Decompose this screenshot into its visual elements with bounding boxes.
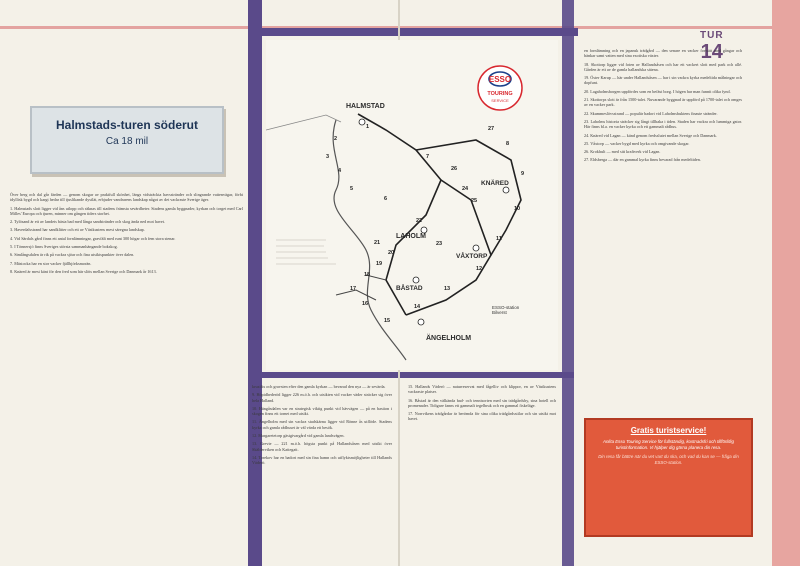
route-marker: 14 [414,304,421,310]
route-marker: 7 [426,154,430,160]
route-marker: 21 [374,240,381,246]
paragraph: 9. Höpidhederöd ligger 226 m.ö.h. och utsikten vid vacker väder sträcker sig över hela Halland. [252,392,392,403]
paragraph: 18. Skottorp ligger vid foten av Hallandsåsen och har ett vackert slott med park och allé. Gården är ett av de gamla hallandska sätena. [584,61,742,72]
esso-brand: ESSO [488,75,512,84]
map-legend [492,305,519,315]
route-marker: 20 [388,250,395,256]
esso-line2: SERVICE [491,98,509,103]
map-frame-top [248,28,578,36]
route-marker: 13 [444,286,451,292]
gratis-heading: Gratis turistservice! [630,426,707,435]
paragraph: 4. Vid Särdals gård finns ett antal fornlämningar, gravfält med runt 300 högar och fem stora stenar. [10,235,176,241]
tour-label: TUR [700,30,724,41]
paragraph: 17. Norrvikens trädgårdar är berömda för sina olika trädgårdsstilar och sin utsikt mot havet. [408,411,556,422]
esso-logo [476,64,524,112]
paragraph: 7. Mästocka har en stor vacker fjällbjörksmorän. [10,260,92,266]
paragraph: 22. Skummeslövsstrand — populär badort vid Laholmsbuktens finaste stränder. [584,110,718,116]
route-marker: 16 [362,301,369,307]
paragraph: 16. Båstad är den välkända bad- och tennisorten med sin trädgårdsby, sina hotell och promenader. Tidigare fanns ett gammalt tegelbruk och en gammal fiskeläge. [408,397,556,408]
route-marker: 8 [506,141,510,147]
paragraph: 15. Hallands Väderö — naturreservat med fågelliv och klippor, en av Västkustens vackraste platser. [408,384,556,395]
route-marker: 6 [384,196,388,202]
paragraph: 27. Eldsberga — där en gammal kyrka finns bevarad från medeltiden. [584,157,701,163]
distance-label: Ca 18 mil [105,136,149,147]
route-marker: 24 [462,186,469,192]
route-marker: 25 [471,198,478,204]
paragraph: 24. Knäred vid Lagan — känd genom fredsslutet mellan Sverige och Danmark. [584,132,717,138]
paragraph: 25. Våxtorp — vacker bygd med kyrka och omgivande skogar. [584,140,690,146]
paragraph: 6. Simlångsdalen är rik på vackra sjöar och fina utsiktspunkter över dalen. [10,252,135,258]
gratis-service-box [584,418,753,537]
gratis-footer: Din resa får bättre när du vet vart du ska, och vad du kan se — fråga din ESSO-station. [598,454,739,465]
route-marker: 18 [364,272,371,278]
paragraph: en fornlämning och en japansk trädgård — den senare en vacker fortsätt med gångar och bänkar samt vatten med sina exotiska växter. [584,48,742,59]
route-marker: 10 [514,206,521,212]
top-band [0,0,800,29]
route-marker: 17 [350,286,357,292]
route-marker: 26 [451,166,458,172]
paragraph: Över berg och dal går färden — genom skogar av praktfull skönhet, längs vidsträckta havsstränder och slingrande vattenvägar, förbi idyllisk bygd och kargt hedar till tjuslikande dystlät, erbjuder vandrarens landskap något av det vackraste Sverige äger. [10,192,243,203]
route-marker: 12 [476,266,483,272]
paragraph: 10. Hängåsdalen var en strategisk viktig punkt vid hävvägen — på en bastion i skogen finns ett tornet med utsikt. [252,405,392,417]
tour-number: 14 [700,41,723,63]
paragraph: 21. Skottorps slott är från 1500-talet. Nuvarande byggnad är uppförd på 1700-talet och omges av en vacker park. [584,97,742,108]
legend-line: Bilverst [492,310,507,315]
paragraph: 8. Knäred är mest känt för den fred som här slöts mellan Sverige och Danmark år 1613. [10,268,157,274]
paragraph: 12. Margaretetorp gästgivargård vid gamla landsvägen. [252,433,345,439]
route-marker: 19 [376,261,383,267]
paragraph: 19. Öster Karup — här under Hallandsåsen — har i sin vackra kyrka medeltida målningar och dopfunt. [584,75,742,86]
route-marker: 15 [384,318,391,324]
paragraph: 2. Tylösand är ett av landets bästa bad med långa sandstränder och skog ända ned mot havet. [10,219,165,225]
place-label: KNÄRED [481,180,509,187]
paragraph: 14. Torekov har en badort med sin fina hamn och utflyktsmöjligheter till Hallands Väderö. [252,454,392,466]
paragraph: kruzifix och gravsten efter den gamla kyrkan — bevarad den nya — är sevärda. [252,384,386,389]
paragraph: 26. Krokhult — med sitt kraftverk vid Lagan. [584,149,661,155]
route-marker: 11 [496,236,502,242]
paragraph: 20. Lagaholmsborgen uppfördes som en befäst borg. I högen har man funnit olika fynd. [584,88,731,94]
route-marker: 2 [334,136,338,142]
paragraph: 13. Grevie — 221 m.ö.h. högsta punkt på Hallandsåsen med utsikt över Skälderviken och Kattegatt. [252,441,392,452]
route-marker: 23 [436,241,443,247]
title-box [30,106,224,174]
route-marker: 3 [326,154,330,160]
place-label: ÄNGELHOLM [426,335,472,342]
map-frame-bottom [248,372,574,378]
route-marker: 1 [366,124,370,130]
gratis-body: Anlita Esso Touring Service för fullständig, kostnadsfri och tillförlitlig turistinformation. Vi hjälper dig gärna planera din resa. [603,439,734,450]
place-label: LAHOLM [396,233,426,240]
paragraph: 11. Ängelholm med sin vackra stadskärna ligger vid Rönne ås utflöde. Stadens kyrka och gamla rådhuset är väl värda ett besök. [252,419,392,430]
text-column-1 [10,192,243,277]
place-label: VÅXTORP [456,253,488,260]
paragraph: 5. I Tönnersjö finns Sveriges största sammanhängande bokskog. [10,244,118,250]
right-pink-band [772,0,800,566]
route-marker: 5 [350,186,354,192]
paragraph: 1. Halmstads slott ligger vid åns utlopp och räknas till stadens främsta sevärdheter. Stadens gamla byggnader, kyrkan och torget med Carl Milles' Europa och tjuren, minner om gången tiders storhet. [10,205,243,216]
route-marker: 4 [338,168,342,174]
esso-line1: TOURING [487,91,513,97]
text-column-4 [584,48,742,166]
route-marker: 27 [488,126,495,132]
page-title: Halmstads-turen söderut [55,118,199,132]
map-frame-right [562,0,574,566]
legend-line: ESSO-station [492,305,520,310]
route-marker: 9 [521,171,525,177]
paragraph: 23. Laholms historia sträcker sig långt tillbaka i tiden. Staden har vackra och lummiga gator. Här finns bl.a. en vacker kyrka och ett gammalt rådhus. [584,118,742,130]
paragraph: 3. Haverdalsstrand har sandklitter och ett av Västkustens mest säregna landskap. [10,227,145,233]
place-label: BÅSTAD [396,285,423,292]
map-frame-left [248,0,262,566]
place-label: HALMSTAD [346,103,385,110]
text-column-2 [252,384,392,469]
text-column-3 [408,384,556,425]
route-marker: 22 [416,218,423,224]
